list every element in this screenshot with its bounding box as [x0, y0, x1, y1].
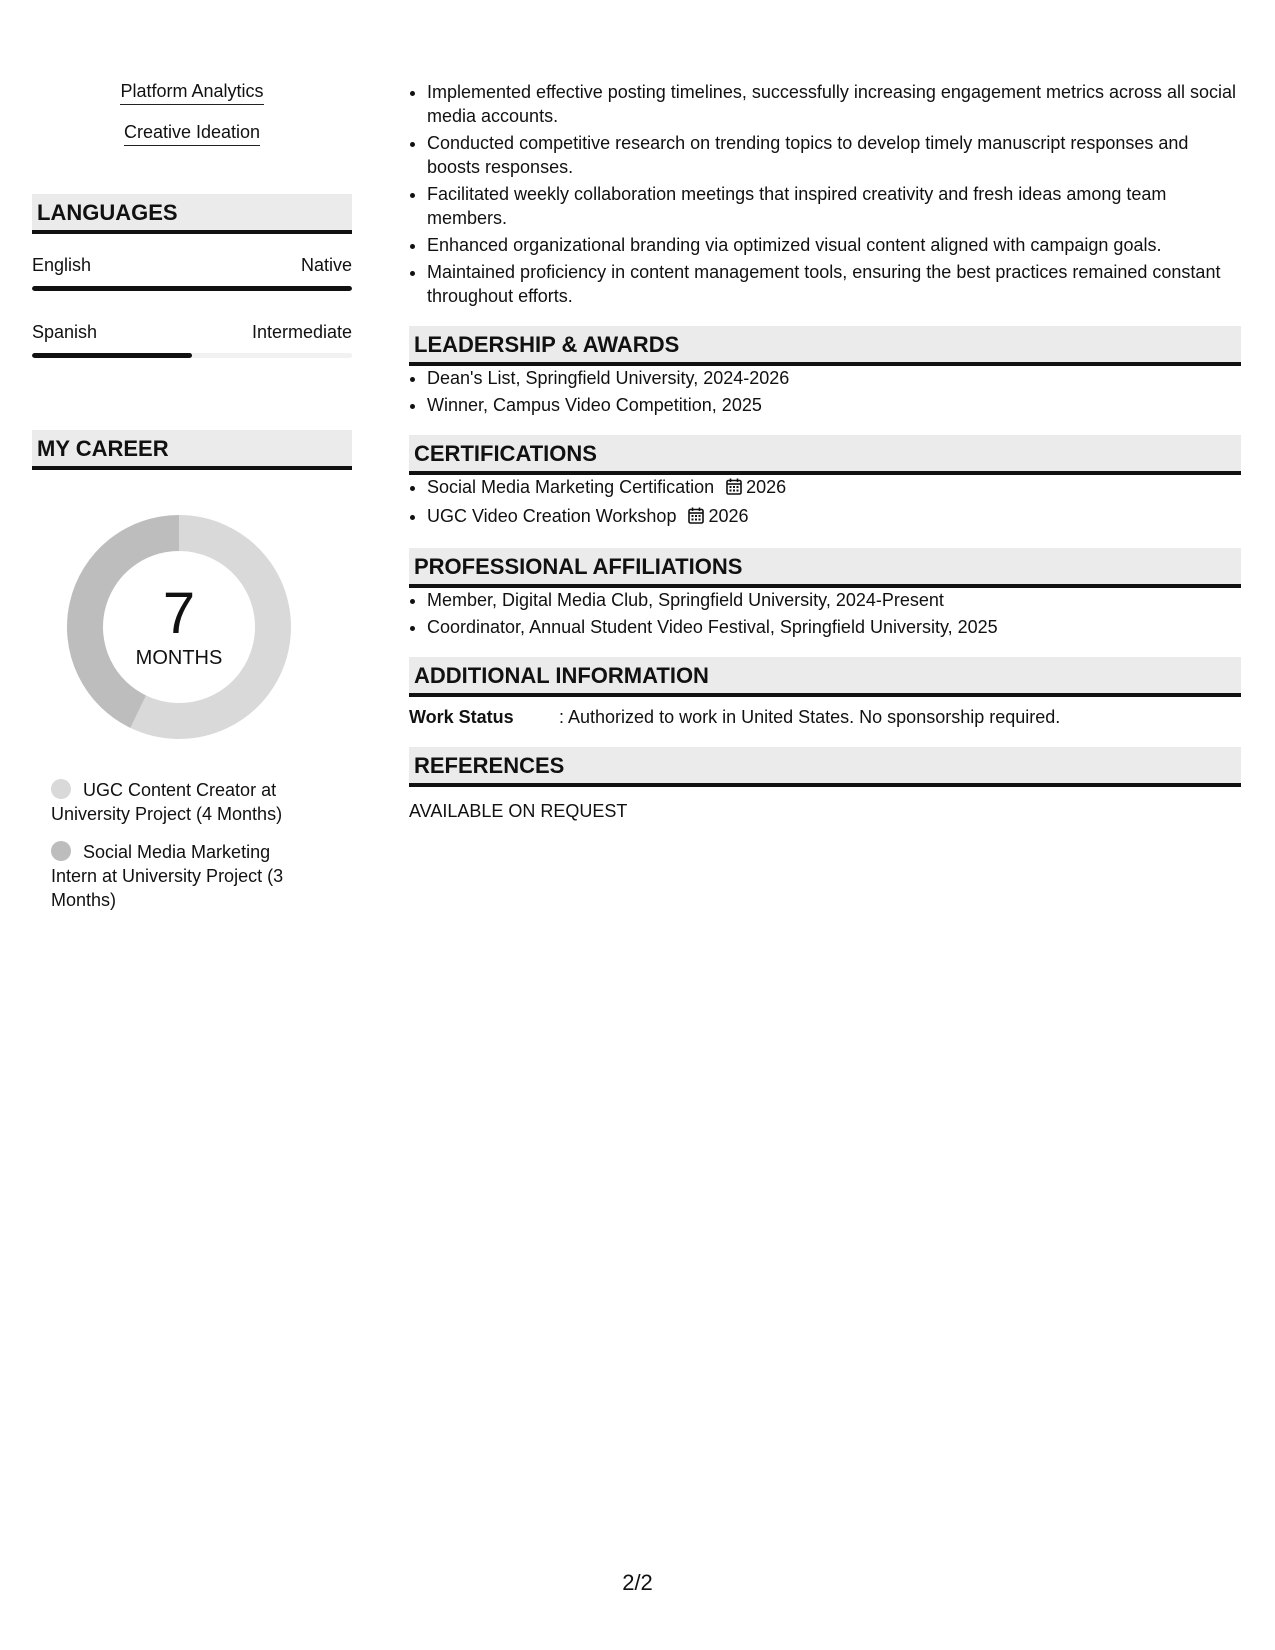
affiliation-item: • Coordinator, Annual Student Video Festival, Springfield University, 2025	[427, 615, 1241, 639]
language-proficiency-fill	[32, 353, 192, 358]
legend-dot-icon	[51, 779, 71, 799]
work-status-row	[409, 705, 1241, 729]
affiliations-list	[409, 588, 1241, 639]
language-name: English	[32, 255, 92, 275]
languages-heading: LANGUAGES	[32, 194, 352, 234]
career-legend-item	[51, 778, 311, 826]
certification-name: UGC Video Creation Workshop	[427, 506, 677, 526]
language-row	[32, 254, 352, 291]
certifications-list	[409, 475, 1241, 530]
legend-dot-icon	[51, 841, 71, 861]
skill-item	[32, 121, 352, 146]
career-legend-label: UGC Content Creator at University Project (4 Months)	[51, 780, 283, 824]
experience-bullet: • Maintained proficiency in content management tools, ensuring the best practices remained constant throughout efforts.	[427, 260, 1241, 308]
experience-bullet: • Facilitated weekly collaboration meetings that inspired creativity and fresh ideas among team members.	[427, 182, 1241, 230]
additional-info-heading: ADDITIONAL INFORMATION	[409, 657, 1241, 697]
language-row	[32, 321, 352, 358]
certification-item	[427, 475, 1241, 501]
language-level: Native	[300, 255, 352, 275]
leadership-list	[409, 366, 1241, 417]
experience-bullet: • Implemented effective posting timelines, successfully increasing engagement metrics across all social media accounts.	[427, 80, 1241, 128]
career-total-unit: MONTHS	[135, 647, 223, 669]
language-level: Intermediate	[251, 322, 352, 342]
work-status-label: Work Status	[409, 707, 514, 727]
career-legend	[51, 778, 311, 912]
affiliation-item: • Member, Digital Media Club, Springfield University, 2024-Present	[427, 588, 1241, 612]
certifications-heading: CERTIFICATIONS	[409, 435, 1241, 475]
skill-label: Creative Ideation	[124, 121, 260, 146]
skill-item	[32, 80, 352, 105]
affiliations-heading: PROFESSIONAL AFFILIATIONS	[409, 548, 1241, 588]
certification-year: 2026	[708, 506, 749, 526]
certification-name: Social Media Marketing Certification	[427, 477, 715, 497]
certification-year: 2026	[746, 477, 787, 497]
right-column	[409, 80, 1241, 823]
leadership-item: • Dean's List, Springfield University, 2024-2026	[427, 366, 1241, 390]
left-column	[32, 80, 352, 926]
language-name: Spanish	[32, 322, 98, 342]
career-heading: MY CAREER	[32, 430, 352, 470]
page-number: 2/2	[622, 1570, 653, 1595]
language-proficiency-bar	[32, 286, 352, 291]
language-proficiency-bar	[32, 353, 352, 358]
career-legend-label: Social Media Marketing Intern at University Project (3 Months)	[51, 842, 284, 910]
experience-bullet-list	[409, 80, 1241, 308]
certification-item	[427, 504, 1241, 530]
leadership-heading: LEADERSHIP & AWARDS	[409, 326, 1241, 366]
calendar-icon	[726, 477, 742, 501]
work-status-value: : Authorized to work in United States. No sponsorship required.	[559, 707, 1061, 727]
skill-label: Platform Analytics	[120, 80, 263, 105]
language-proficiency-fill	[32, 286, 352, 291]
career-total-value: 7	[162, 581, 196, 646]
references-heading: REFERENCES	[409, 747, 1241, 787]
career-donut-chart	[64, 512, 294, 742]
leadership-item: • Winner, Campus Video Competition, 2025	[427, 393, 1241, 417]
references-text: AVAILABLE ON REQUEST	[409, 801, 628, 821]
career-donut-center	[64, 512, 294, 742]
experience-bullet: • Conducted competitive research on trending topics to develop timely manuscript responses and boosts responses.	[427, 131, 1241, 179]
career-legend-item	[51, 840, 311, 912]
calendar-icon	[688, 506, 704, 530]
experience-bullet: • Enhanced organizational branding via optimized visual content aligned with campaign goals.	[427, 233, 1241, 257]
